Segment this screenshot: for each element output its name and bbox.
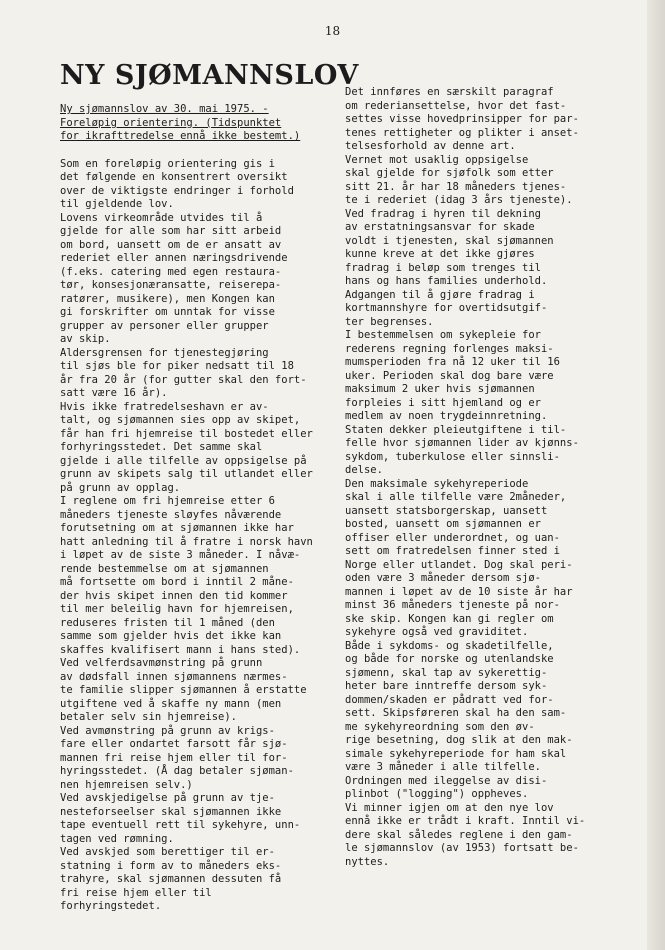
paragraph: Adgangen til å gjøre fradrag i kortmannshyre for overtidsutgif- ter begrenses. <box>345 288 548 328</box>
paragraph: Den maksimale sykehyreperiode skal i alle tilfelle være 2måneder, uansett statsborgerskap, uansett bosted, uansett om sjømannen er offiser eller underordnet, og uan- sett om fratredelsen finner sted i Norge eller utlandet. Dog skal peri- oden være 3 måneder dersom sjø- mannen i løpet av de 10 siste år har minst 36 måneders tjeneste på nor- ske skip. Kongen kan gi regler om sykehyre også ved graviditet. <box>345 477 573 638</box>
paragraph: Lovens virkeområde utvides til å gjelde for alle som har sitt arbeid om bord, uansett om de er ansatt av rederiet eller annen næringsdrivende (f.eks. catering med egen restaura- tør, konsesjonæransatte, reiserepa- ratører, musikere), men Kongen kan gi forskrifter om unntak for visse grupper av personer eller grupper av skip. <box>60 211 288 345</box>
paragraph: Både i sykdoms- og skadetilfelle, og både for norske og utenlandske sjømenn, skal tap av sykerettig- heter bare inntreffe dersom syk- dommen/skaden er pådratt ved for- sett. Skipsføreren skal ha den sam- me sykehyreordning som den øv- rige besetning, dog slik at den mak- simale sykehyreperiode for ham skal være 3 måneder i alle tilfelle. <box>345 639 573 773</box>
page-edge-shadow <box>647 0 665 950</box>
right-column <box>345 86 615 869</box>
paragraph: Ved fradrag i hyren til dekning av erstatningsansvar for skade voldt i tjenesten, skal sjømannen kunne kreve at det ikke gjøres fradrag i beløp som trenges til hans og hans families underhold. <box>345 207 554 287</box>
paragraph: Som en foreløpig orientering gis i det følgende en konsentrert oversikt over de viktigste endringer i forhold til gjeldende lov. <box>60 157 294 210</box>
paragraph: Staten dekker pleieutgiftene i til- felle hvor sjømannen lider av kjønns- sykdom, tuberkulose eller sinnsli- delse. <box>345 423 579 476</box>
paragraph: Vernet mot usaklig oppsigelse skal gjelde for sjøfolk som etter sitt 21. år har 18 måneders tjenes- te i rederiet (idag 3 års tjeneste). <box>345 153 573 206</box>
paragraph: Ved avskjedigelse på grunn av tje- nesteforseelser skal sjømannen ikke tape eventuell rett til sykehyre, unn- tagen ved rømning. <box>60 792 301 845</box>
paragraph: Ordningen med ileggelse av disi- plinbot ("logging") oppheves. <box>345 774 548 800</box>
left-column <box>60 60 359 914</box>
paragraph: Det innføres en særskilt paragraf om rederiansettelse, hvor det fast- settes visse hovedprinsipper for par- tenes rettigheter og plikter i anset- telsesforhold av denne art. <box>345 86 579 152</box>
paragraph: Aldersgrensen for tjenestegjøring til sjøs ble for piker nedsatt til 18 år fra 20 år (for gutter skal den fort- satt være 16 år). <box>60 346 307 399</box>
paragraph: Vi minner igjen om at den nye lov ennå ikke er trådt i kraft. Inntil vi- dere skal således reglene i den gam- le sjømannslov (av 1953) fortsatt be- nyttes. <box>345 801 586 868</box>
paragraph: Ved avskjed som berettiger til er- statning i form av to måneders eks- trahyre, skal sjømannen dessuten få fri reise hjem eller til forhyringstedet. <box>60 846 282 912</box>
paragraph: I bestemmelsen om sykepleie for rederens regning forlenges maksi- mumsperioden fra nå 12 uker til 16 uker. Perioden skal dog bare være maksimum 2 uker hvis sjømannen forpleies i sitt hjemland og er medlem av noen trygdeinnretning. <box>345 329 560 422</box>
article-headline: NY SJØMANNSLOV <box>60 60 359 91</box>
article-intro: Ny sjømannslov av 30. mai 1975. - Foreløpig orientering. (Tidspunktet for ikrafttredelse ennå ikke bestemt.) <box>60 103 301 142</box>
paragraph: Ved velferdsavmønstring på grunn av dødsfall innen sjømannens nærmes- te familie slipper sjømannen å erstatte utgiftene ved å skaffe ny mann (men betaler selv sin hjemreise). <box>60 657 307 723</box>
paragraph: Ved avmønstring på grunn av krigs- fare eller ondartet farsott får sjø- mannen fri reise hjem eller til for- hyringsstedet. (Å dag betaler sjøman- nen hjemreisen selv.) <box>60 724 294 791</box>
page-number: 18 <box>324 24 341 38</box>
paragraph: I reglene om fri hjemreise etter 6 måneders tjeneste sløyfes nåværende forutsetning om at sjømannen ikke har hatt anledning til å fratre i norsk havn i løpet av de siste 3 måneder. I nåvæ- rende bestemmelse om at sjømannen må fortsette om bord i inntil 2 måne- der hvis skipet innen den tid kommer til mer beleilig havn for hjemreisen, reduseres fristen til 1 måned (den samme som gjelder hvis det ikke kan skaffes kvalifisert mann i hans sted). <box>60 495 313 656</box>
paragraph: Hvis ikke fratredelseshavn er av- talt, og sjømannen sies opp av skipet, får han fri hjemreise til bostedet eller forhyringsstedet. Det samme skal gjelde i alle tilfelle av oppsigelse på grunn av skipets salg til utlandet eller på grunn av opplag. <box>60 400 313 494</box>
